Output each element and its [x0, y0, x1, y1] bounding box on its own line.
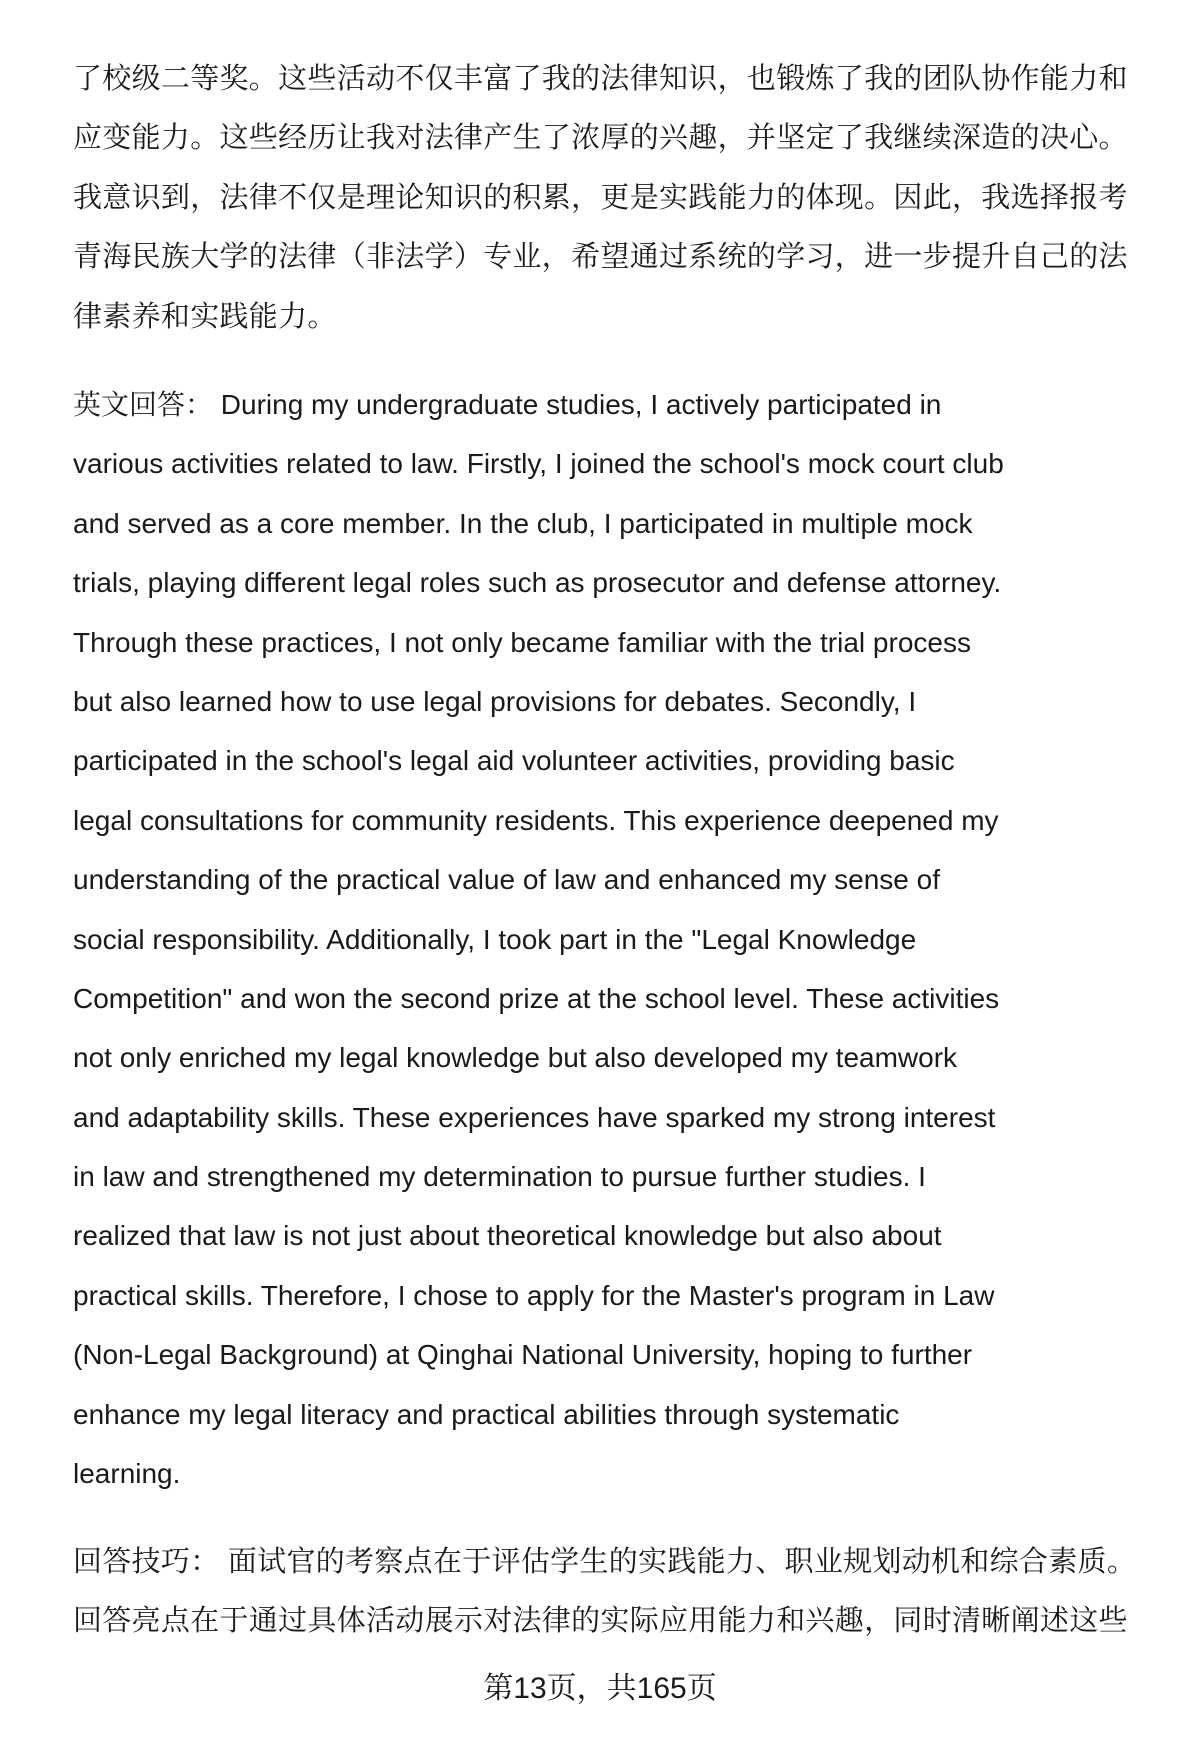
text-line: Competition" and won the second prize at the school level. These activities: [73, 982, 1000, 1014]
chinese-answer-paragraph: [73, 50, 1153, 347]
text-line: 英文回答： During my undergraduate studies, I actively participated in: [73, 389, 942, 420]
text-line: and served as a core member. In the club, I participated in multiple mock: [73, 507, 973, 539]
page-indicator: 第13页，共165页: [483, 1672, 717, 1705]
text-line: trials, playing different legal roles such as prosecutor and defense attorney.: [73, 567, 1002, 599]
text-line: 律素养和实践能力。: [73, 300, 337, 333]
text-line: understanding of the practical value of law and enhanced my sense of: [73, 864, 941, 896]
text-line: 我意识到，法律不仅是理论知识的积累，更是实践能力的体现。因此，我选择报考: [73, 181, 1128, 214]
text-line: 应变能力。这些经历让我对法律产生了浓厚的兴趣，并坚定了我继续深造的决心。: [73, 122, 1128, 155]
text-line: in law and strengthened my determination to pursue further studies. I: [73, 1161, 926, 1193]
text-line: legal consultations for community residents. This experience deepened my: [73, 804, 999, 836]
text-line: 回答技巧： 面试官的考察点在于评估学生的实践能力、职业规划动机和综合素质。: [73, 1546, 1137, 1578]
text-line: participated in the school's legal aid volunteer activities, providing basic: [73, 745, 955, 777]
text-line: learning.: [73, 1458, 181, 1490]
text-line: social responsibility. Additionally, I took part in the "Legal Knowledge: [73, 923, 917, 955]
text-line: 青海民族大学的法律（非法学）专业，希望通过系统的学习，进一步提升自己的法: [73, 241, 1128, 274]
text-line: not only enriched my legal knowledge but also developed my teamwork: [73, 1042, 958, 1074]
text-line: 了校级二等奖。这些活动不仅丰富了我的法律知识，也锻炼了我的团队协作能力和: [73, 63, 1128, 95]
english-answer-paragraph: [73, 375, 1153, 1503]
text-line: practical skills. Therefore, I chose to apply for the Master's program in Law: [73, 1279, 995, 1311]
text-line: Through these practices, I not only became familiar with the trial process: [73, 626, 971, 658]
text-line: but also learned how to use legal provisions for debates. Secondly, I: [73, 685, 917, 717]
text-line: various activities related to law. Firstly, I joined the school's mock court club: [73, 448, 1004, 480]
answer-tips-paragraph: [73, 1533, 1153, 1652]
text-line: (Non-Legal Background) at Qinghai National University, hoping to further: [73, 1339, 973, 1371]
text-line: enhance my legal literacy and practical abilities through systematic: [73, 1398, 900, 1430]
text-line: and adaptability skills. These experiences have sparked my strong interest: [73, 1101, 996, 1133]
text-line: 回答亮点在于通过具体活动展示对法律的实际应用能力和兴趣，同时清晰阐述这些: [73, 1605, 1128, 1638]
text-line: realized that law is not just about theoretical knowledge but also about: [73, 1220, 942, 1252]
